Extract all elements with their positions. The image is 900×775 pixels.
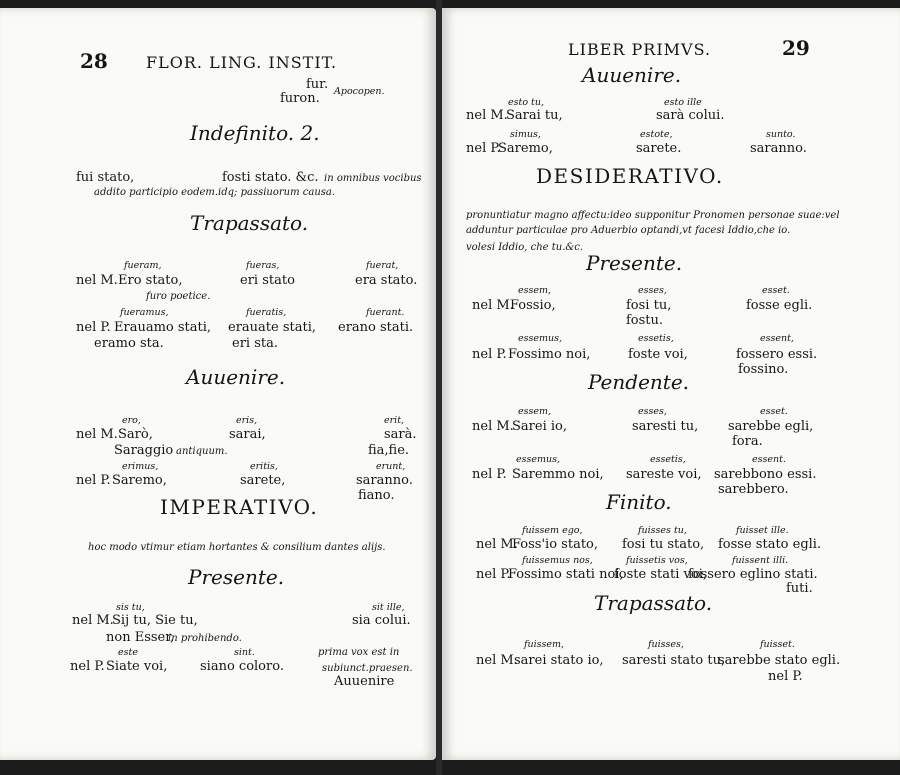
text-line: fueratis, xyxy=(246,307,287,318)
text-line: fia,fie. xyxy=(368,443,410,458)
text-line: era stato. xyxy=(355,273,418,288)
text-line: sia colui. xyxy=(352,613,411,628)
text-line: nel P. xyxy=(70,659,105,674)
text-line: essetis, xyxy=(638,333,674,344)
text-line: fueram, xyxy=(124,260,162,271)
text-line: fostu. xyxy=(626,313,664,328)
text-line: fuisset. xyxy=(760,639,795,650)
text-line: in omnibus vocibus xyxy=(324,173,422,184)
text-line: nel P. xyxy=(466,141,501,156)
text-line: non Esser, xyxy=(106,630,175,645)
text-line: Apocopen. xyxy=(334,86,385,97)
text-line: sarebbe stato egli. xyxy=(718,653,841,668)
text-line: saranno. xyxy=(356,473,413,488)
text-line: estote, xyxy=(640,129,673,140)
text-line: erunt, xyxy=(376,461,406,472)
text-line: fosse stato egli. xyxy=(718,537,822,552)
text-line: eris, xyxy=(236,415,258,426)
text-line: erauate stati, xyxy=(228,320,316,335)
section-title: Pendente. xyxy=(588,370,690,394)
text-line: in prohibendo. xyxy=(168,633,242,644)
text-line: eramo sta. xyxy=(94,336,164,351)
text-line: fueramus, xyxy=(120,307,169,318)
text-line: esses, xyxy=(638,406,667,417)
text-line: nel P. xyxy=(76,320,111,335)
text-line: volesi Iddio, che tu.&c. xyxy=(466,242,584,253)
text-line: furon. xyxy=(280,91,320,106)
text-line: nel P. xyxy=(768,669,803,684)
text-line: Sarò, xyxy=(118,427,153,442)
text-line: furo poetice. xyxy=(146,291,211,302)
text-line: fuerat, xyxy=(366,260,399,271)
text-line: fossero essi. xyxy=(736,347,818,362)
text-line: essent, xyxy=(760,333,794,344)
text-line: eri sta. xyxy=(232,336,278,351)
text-line: nel M. xyxy=(466,108,508,123)
text-line: saresti tu, xyxy=(632,419,699,434)
text-line: essetis, xyxy=(650,454,686,465)
text-line: esto ille xyxy=(664,97,702,108)
text-line: hoc modo vtimur etiam hortantes & consilium dantes alijs. xyxy=(88,542,386,553)
text-line: nel M. xyxy=(76,427,118,442)
section-title: Trapassato. xyxy=(594,591,713,615)
text-line: pronuntiatur magno affectu:ideo supponitur Pronomen personae suae:vel xyxy=(466,210,840,221)
text-line: saresti stato tu, xyxy=(622,653,726,668)
text-line: fuisses tu, xyxy=(638,525,687,536)
right-page xyxy=(442,8,900,760)
text-line: essem, xyxy=(518,285,552,296)
text-line: erit, xyxy=(384,415,405,426)
text-line: prima vox est in xyxy=(318,647,400,658)
text-line: sarete, xyxy=(240,473,286,488)
text-line: Fossimo stati noi, xyxy=(508,567,624,582)
text-line: Fossimo noi, xyxy=(508,347,591,362)
text-line: sarete. xyxy=(636,141,682,156)
text-line: saranno. xyxy=(750,141,807,156)
text-line: fuisses, xyxy=(648,639,684,650)
page-number: 29 xyxy=(782,36,810,60)
text-line: nel M. xyxy=(476,653,518,668)
text-line: essemus, xyxy=(518,333,563,344)
text-line: fossino. xyxy=(738,362,789,377)
text-line: essent. xyxy=(752,454,786,465)
text-line: fueras, xyxy=(246,260,280,271)
text-line: nel P. xyxy=(476,567,511,582)
text-line: fuissetis vos, xyxy=(626,555,688,566)
text-line: nel M. xyxy=(76,273,118,288)
text-line: essem, xyxy=(518,406,552,417)
text-line: esses, xyxy=(638,285,667,296)
text-line: fuissem, xyxy=(524,639,565,650)
text-line: adduntur particulae pro Aduerbio optandi,vt facesi Iddio,che io. xyxy=(466,225,791,236)
text-line: Sarai tu, xyxy=(506,108,563,123)
section-title: Indefinito. 2. xyxy=(190,121,320,145)
text-line: Saraggio xyxy=(114,443,174,458)
text-line: fuerant. xyxy=(366,307,405,318)
section-title: Auuenire. xyxy=(186,365,286,389)
text-line: Saremo, xyxy=(498,141,553,156)
text-line: fosi tu, xyxy=(626,298,672,313)
text-line: sarei stato io, xyxy=(514,653,604,668)
text-line: Saremo, xyxy=(112,473,167,488)
text-line: fiano. xyxy=(358,488,395,503)
text-line: fuisset ille. xyxy=(736,525,789,536)
text-line: sis tu, xyxy=(116,602,145,613)
text-line: esto tu, xyxy=(508,97,545,108)
text-line: sit ille, xyxy=(372,602,405,613)
section-title: IMPERATIVO. xyxy=(160,495,319,519)
text-line: Sarei io, xyxy=(512,419,567,434)
running-head: LIBER PRIMVS. xyxy=(568,40,712,59)
text-line: sarebbono essi. xyxy=(714,467,817,482)
text-line: sarebbe egli, xyxy=(728,419,814,434)
text-line: fuissent illi. xyxy=(732,555,789,566)
text-line: nel P. xyxy=(76,473,111,488)
section-title: Presente. xyxy=(188,565,285,589)
text-line: esset. xyxy=(762,285,790,296)
section-title: Auuenire. xyxy=(582,63,682,87)
text-line: erano stati. xyxy=(338,320,414,335)
text-line: nel M. xyxy=(72,613,114,628)
text-line: nel P. xyxy=(472,347,507,362)
text-line: eri stato xyxy=(240,273,295,288)
text-line: foste stati voi, xyxy=(614,567,707,582)
text-line: Siate voi, xyxy=(106,659,168,674)
text-line: essemus, xyxy=(516,454,561,465)
text-line: addito participio eodem.idq; passiuorum causa. xyxy=(94,187,336,198)
text-line: sarai, xyxy=(229,427,266,442)
page-number: 28 xyxy=(80,49,108,73)
text-line: subiunct.praesen. xyxy=(322,663,413,674)
text-line: nel M. xyxy=(476,537,518,552)
text-line: eritis, xyxy=(250,461,278,472)
text-line: Saremmo noi, xyxy=(512,467,604,482)
text-line: Fossio, xyxy=(510,298,556,313)
section-title: Presente. xyxy=(586,251,683,275)
left-page xyxy=(0,8,436,760)
text-line: fossero eglino stati. xyxy=(688,567,818,582)
text-line: fosti stato. &c. xyxy=(222,170,319,185)
text-line: fora. xyxy=(732,434,763,449)
text-line: erimus, xyxy=(122,461,159,472)
text-line: fosse egli. xyxy=(746,298,813,313)
section-title: DESIDERATIVO. xyxy=(536,164,724,188)
running-head: FLOR. LING. INSTIT. xyxy=(146,53,338,72)
text-line: nel P. xyxy=(472,467,507,482)
text-line: sint. xyxy=(234,647,255,658)
text-line: Ero stato, xyxy=(118,273,183,288)
text-line: sareste voi, xyxy=(626,467,702,482)
text-line: sarà. xyxy=(384,427,417,442)
text-line: Auuenire xyxy=(334,674,395,689)
text-line: sarebbero. xyxy=(718,482,789,497)
text-line: Erauamo stati, xyxy=(114,320,212,335)
text-line: Sij tu, Sie tu, xyxy=(112,613,198,628)
text-line: foste voi, xyxy=(628,347,688,362)
text-line: Foss'io stato, xyxy=(512,537,598,552)
text-line: nel M. xyxy=(472,419,514,434)
text-line: esset. xyxy=(760,406,788,417)
section-title: Finito. xyxy=(606,490,672,514)
text-line: fosi tu stato, xyxy=(622,537,705,552)
text-line: siano coloro. xyxy=(200,659,284,674)
text-line: fuissem ego, xyxy=(522,525,583,536)
text-line: fui stato, xyxy=(76,170,135,185)
text-line: nel M. xyxy=(472,298,514,313)
text-line: ero, xyxy=(122,415,141,426)
text-line: fur. xyxy=(306,77,329,92)
text-line: futi. xyxy=(786,581,813,596)
text-line: simus, xyxy=(510,129,541,140)
text-line: sunto. xyxy=(766,129,796,140)
text-line: sarà colui. xyxy=(656,108,725,123)
section-title: Trapassato. xyxy=(190,211,309,235)
text-line: fuissemus nos, xyxy=(522,555,593,566)
text-line: este xyxy=(118,647,138,658)
text-line: antiquum. xyxy=(176,446,228,457)
